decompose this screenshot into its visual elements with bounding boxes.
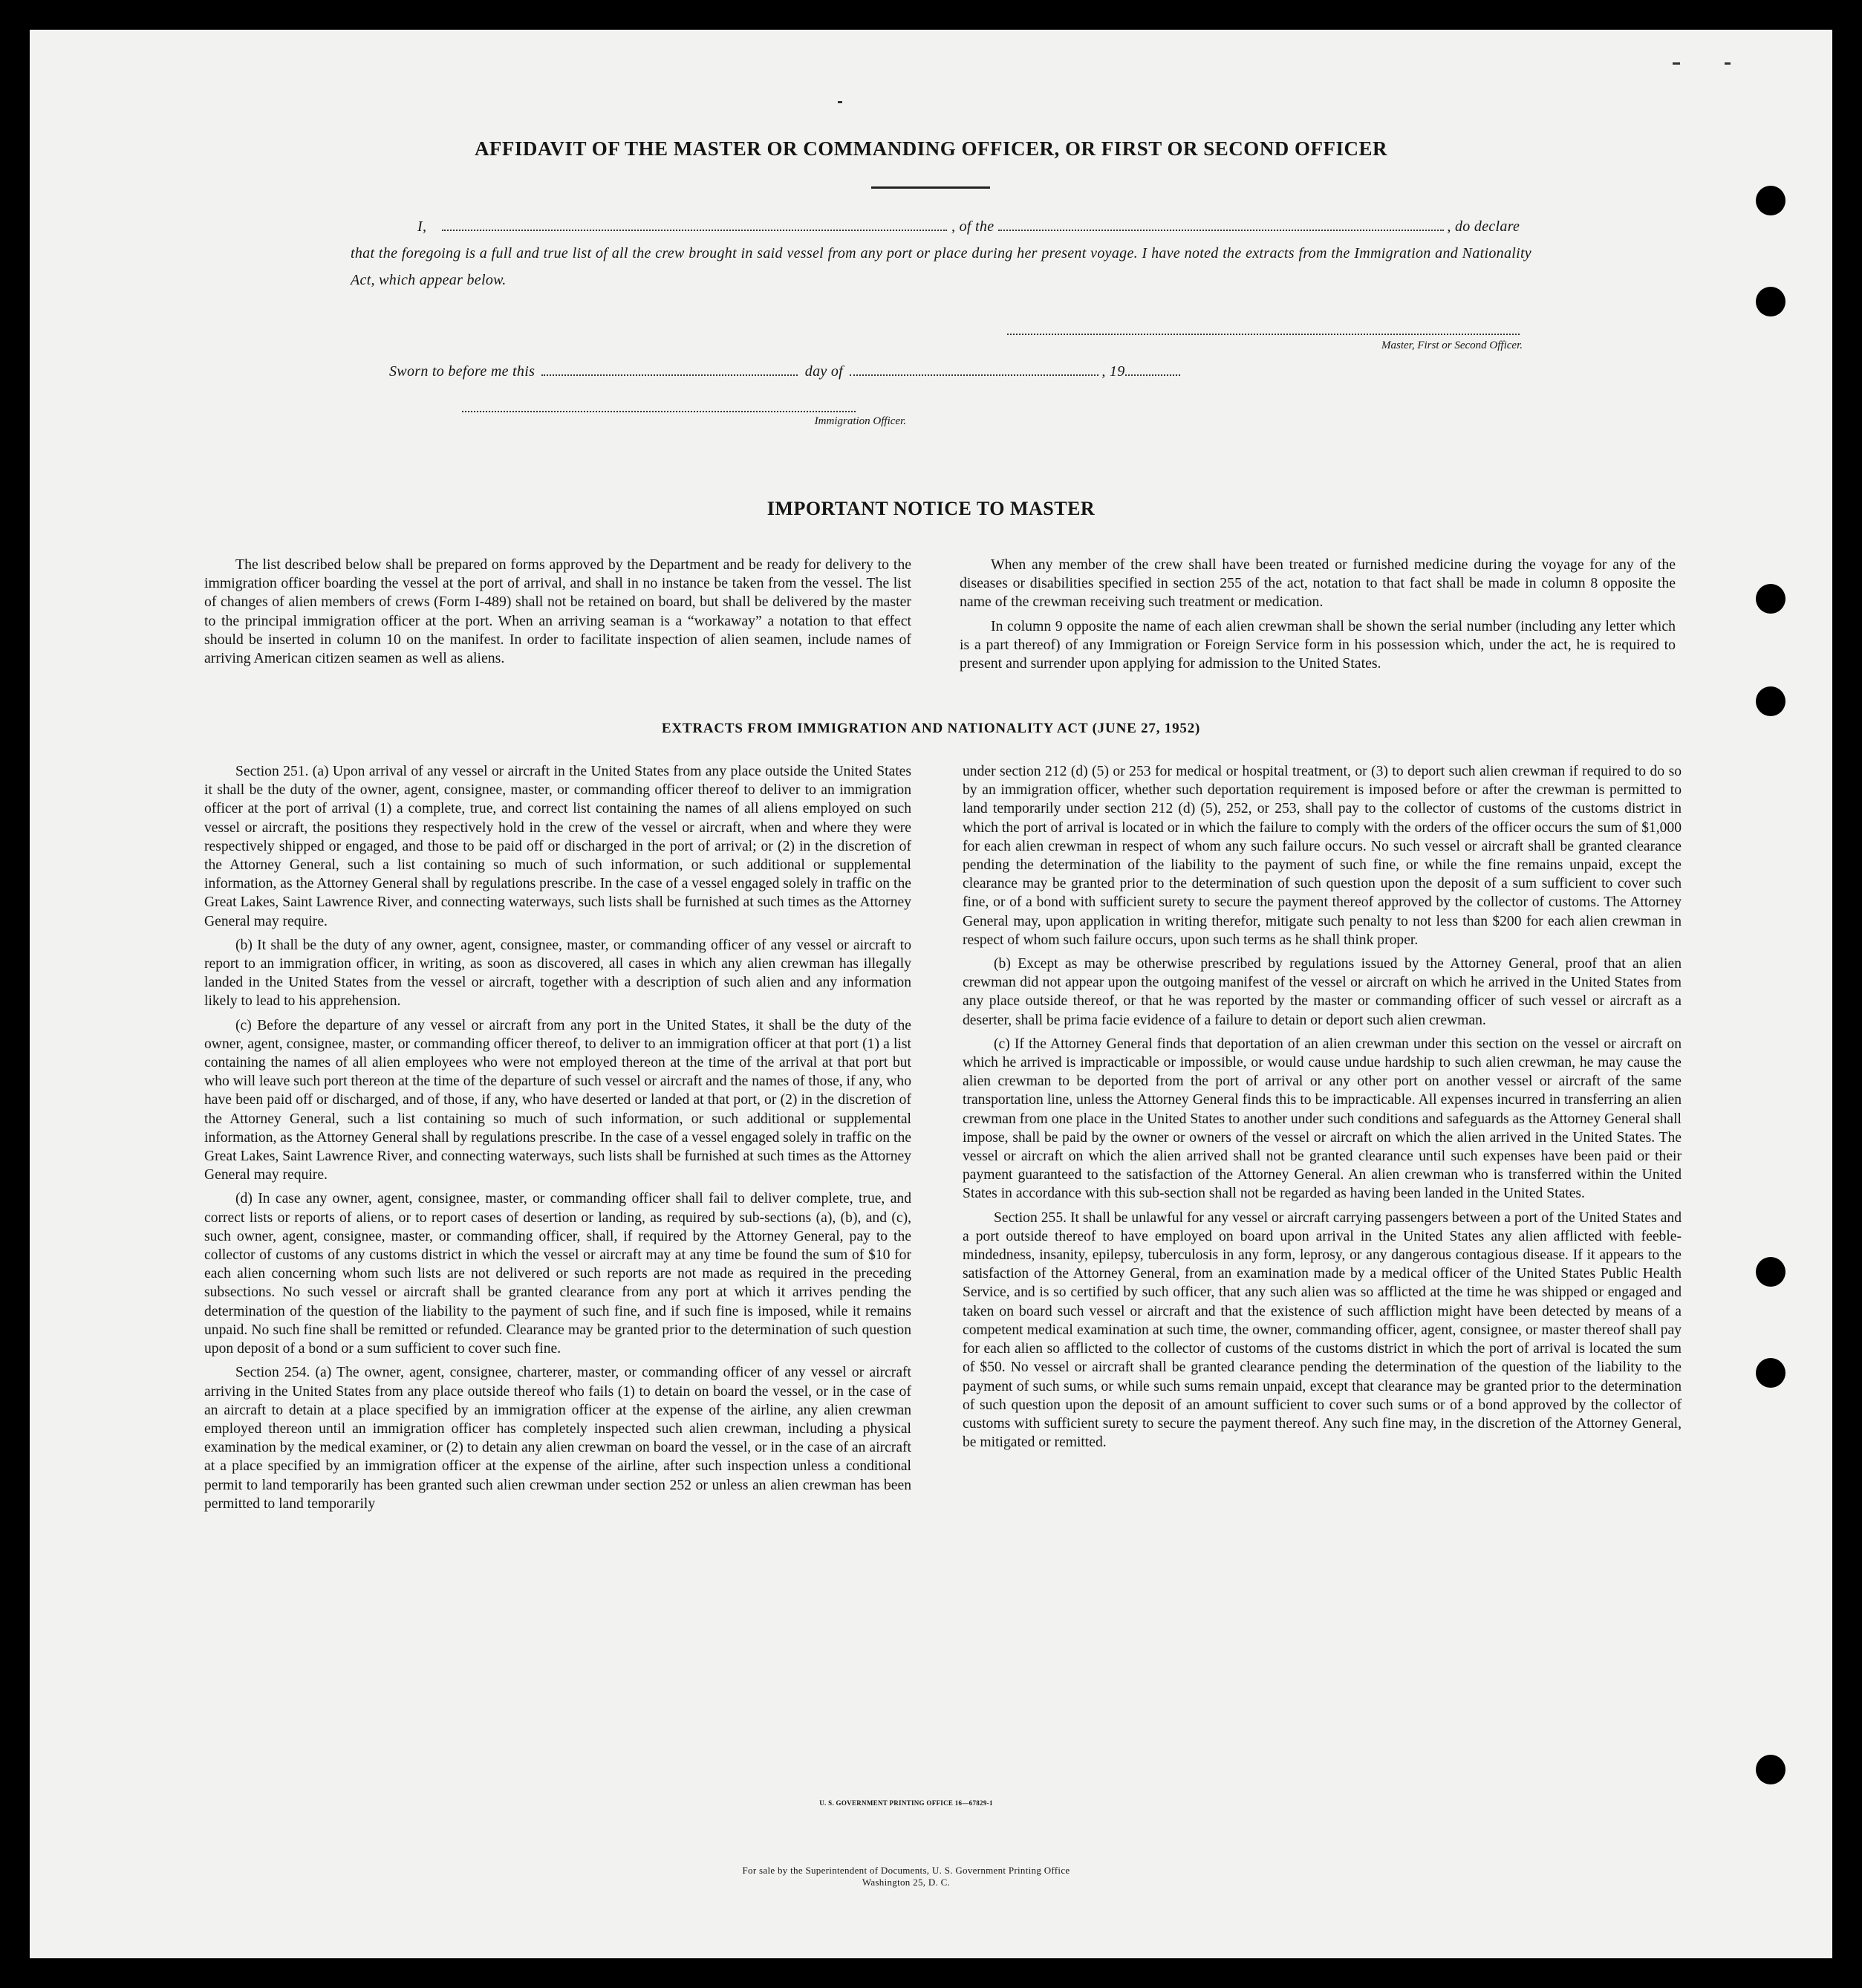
declarant-name-field[interactable]: [442, 229, 947, 231]
notice-right-column: [960, 556, 1676, 678]
sworn-label: Sworn to before me this: [389, 363, 536, 380]
punch-hole: [1756, 1358, 1785, 1388]
notice-left-column: [204, 556, 911, 673]
print-mark: [1673, 62, 1680, 65]
sworn-day-field[interactable]: [541, 374, 798, 376]
print-mark: [1725, 62, 1731, 65]
punch-hole: [1756, 686, 1785, 716]
title-rule: [871, 186, 990, 189]
extracts-title: EXTRACTS FROM IMMIGRATION AND NATIONALITY ACT (JUNE 27, 1952): [661, 721, 1201, 736]
extract-paragraph: Section 251. (a) Upon arrival of any vessel or aircraft in the United States from any place outside the United States it shall be the duty of the owner, agent, consignee, master, or commanding officer thereof to deliver to an immigration officer at the port of arrival (1) a complete, true, and correct list containing the names of all aliens employed on such vessel or aircraft, the positions they respectively hold in the crew of the vessel or aircraft, when and where they were respectively shipped or engaged, and those to be paid off or discharged in the port of arrival; or (2) in the discretion of the Attorney General, such a list containing so much of such information, or such additional or supplemental information, as the Attorney General shall by regulations prescribe. In the case of a vessel engaged solely in traffic on the Great Lakes, Saint Lawrence River, and connecting waterways, such lists shall be furnished at such times as the Attorney General may require.: [204, 764, 911, 929]
punch-hole: [1756, 186, 1785, 215]
extract-paragraph: (d) In case any owner, agent, consignee, master, or commanding officer shall fail to deliver complete, true, and correct lists or reports of aliens, or to report cases of desertion or landing, as required by sub-sections (a), (b), and (c), such owner, agent, consignee, master, or commanding officer, shall, if required by the Attorney General, pay to the collector of customs of any customs district in which the vessel or aircraft may at any time be found the sum of $10 for each alien concerning whom such lists are not delivered or such reports are not made as required in the preceding subsections. No such vessel or aircraft shall be granted clearance from any port at which it arrives pending the determination of the question of the liability to the payment of such fine, and if such fine is imposed, while it remains unpaid. No such fine shall be remitted or refunded. Clearance may be granted prior to the determination of such question upon deposit of a bond or a sum sufficient to cover such fine.: [204, 1191, 911, 1357]
officer-signature-label: Immigration Officer.: [814, 415, 906, 427]
master-signature-line[interactable]: [1007, 334, 1520, 335]
affidavit-title: AFFIDAVIT OF THE MASTER OR COMMANDING OFFICER, OR FIRST OR SECOND OFFICER: [474, 137, 1388, 160]
print-mark: [838, 101, 842, 103]
officer-signature-line[interactable]: [462, 411, 856, 412]
punch-hole: [1756, 1257, 1785, 1287]
sworn-year-field[interactable]: [1125, 374, 1180, 376]
document-page: [30, 30, 1832, 1958]
master-signature-label: Master, First or Second Officer.: [1381, 340, 1523, 351]
sale-notice-line-1: For sale by the Superintendent of Documents, U. S. Government Printing Office: [742, 1865, 1070, 1876]
day-of-label: day of: [804, 363, 844, 380]
declaration-block: [351, 213, 1540, 293]
do-declare-label: , do declare: [1447, 218, 1520, 235]
punch-hole: [1756, 287, 1785, 316]
extract-paragraph: (b) Except as may be otherwise prescribed by regulations issued by the Attorney General, proof that an alien crewman did not appear upon the outgoing manifest of the vessel or aircraft on which he arrived in the United States from any place outside thereof, or that he was reported by the master or commanding officer of such vessel or aircraft as a deserter, shall be prima facie evidence of a failure to detain or deport such alien crewman.: [963, 956, 1682, 1028]
sworn-month-field[interactable]: [850, 374, 1098, 376]
notice-title: IMPORTANT NOTICE TO MASTER: [766, 498, 1096, 519]
printing-office-code: U. S. GOVERNMENT PRINTING OFFICE 16—67829-1: [819, 1799, 993, 1807]
notice-left-paragraph: The list described below shall be prepared on forms approved by the Department and be ready for delivery to the immigration officer boarding the vessel at the port of arrival, and shall in no instance be taken from the vessel. The list of changes of alien members of crews (Form I-489) shall not be retained on board, but shall be delivered by the master to the principal immigration officer at the port. When an arriving seaman is a “workaway” a notation to that effect should be inserted in column 10 on the manifest. In order to facilitate inspection of alien seamen, include names of arriving American citizen seamen as well as aliens.: [204, 556, 911, 667]
notice-right-paragraph-2: In column 9 opposite the name of each alien crewman shall be shown the serial number (including any letter which is a part thereof) of any Immigration or Foreign Service form in his possession which, under the act, he is required to present and surrender upon applying for admission to the United States.: [960, 617, 1676, 672]
extracts-left-column: [204, 762, 911, 1518]
of-the-label: , of the: [951, 218, 995, 235]
declaration-line-1: [351, 213, 1540, 240]
declaration-text: that the foregoing is a full and true list of all the crew brought in said vessel from any port or place during her present voyage. I have noted the extracts from the Immigration and Nationality Act, which appear below.: [351, 245, 1531, 288]
extracts-right-column: [963, 762, 1682, 1457]
punch-hole: [1756, 584, 1785, 614]
extract-continuation: under section 212 (d) (5) or 253 for medical or hospital treatment, or (3) to deport such alien crewman if required to do so by an immigration officer, whether such deportation requirement is imposed before or after the crewman is permitted to land temporarily under section 212 (d) (5), 252, or 253, shall pay to the collector of customs of the customs district in which the port of arrival is located or in which the failure to comply with the orders of the officer occurs the sum of $1,000 for each alien crewman in respect of whom any such failure occurs. No such vessel or aircraft shall be granted clearance pending the determination of the liability to the payment of such fine, or while the fine remains unpaid, except the clearance may be granted prior to the determination of such question upon the deposit of a sum sufficient to cover such fine, or of a bond with sufficient surety to secure the payment thereof approved by the collector of customs. The Attorney General may, upon application in writing therefor, mitigate such penalty to not less than $200 for each alien crewman in respect of whom such failure occurs, upon such terms as he shall think proper.: [963, 764, 1682, 948]
vessel-name-field[interactable]: [998, 229, 1444, 231]
year-prefix: , 19: [1101, 363, 1125, 380]
sale-notice-line-2: Washington 25, D. C.: [862, 1877, 951, 1888]
extract-paragraph: (c) If the Attorney General finds that deportation of an alien crewman under this section on the vessel or aircraft on which he arrived is impracticable or impossible, or would cause undue hardship to such alien crewman, he may cause the alien crewman to be deported from the port of arrival or any other port on another vessel or aircraft of the same transportation line, unless the Attorney General finds this to be impracticable. All expenses incurred in transferring an alien crewman from one place in the United States to another under such conditions and safeguards as the Attorney General shall impose, shall be paid by the owner or owners of the vessel or aircraft on which the alien arrived in the United States. The vessel or aircraft on which the alien arrived shall not be granted clearance until such expenses have been paid or their payment guaranteed to the satisfaction of the Attorney General. An alien crewman who is transferred within the United States in accordance with this sub-section shall not be regarded as having been landed in the United States.: [963, 1036, 1682, 1202]
extract-paragraph: Section 255. It shall be unlawful for any vessel or aircraft carrying passengers between a port of the United States and a port outside thereof to have employed on board upon arrival in the United States any alien afflicted with feeble-mindedness, insanity, epilepsy, tuberculosis in any form, leprosy, or any dangerous contagious disease. If it appears to the satisfaction of the Attorney General, from an examination made by a medical officer of the United States Public Health Service, and is so certified by such officer, that any such alien was so afflicted at the time he was shipped or engaged and taken on board such vessel or aircraft and that the existence of such affliction might have been detected by means of a competent medical examination at such time, the owner, commanding officer, agent, consignee, or master thereof shall pay for each alien so afflicted to the collector of customs of the customs district in which the port of arrival is located the sum of $50. No vessel or aircraft shall be granted clearance pending the determination of the question of the liability to the payment of such sums, or while such sums remain unpaid, except that clearance may be granted prior to the determination of such question upon the deposit of an amount sufficient to cover such sums or of a bond approved by the collector of customs with sufficient surety to secure the payment thereof. Any such fine may, in the discretion of the Attorney General, be mitigated or remitted.: [963, 1209, 1682, 1451]
extract-paragraph: (c) Before the departure of any vessel or aircraft from any port in the United States, it shall be the duty of the owner, agent, consignee, master, or commanding officer thereof, to deliver to an immigration officer at that port (1) a list containing the names of all alien employees who were not employed thereon at the time of the arrival at that port but who will leave such port thereon at the time of the departure of such vessel or aircraft and the names of those, if any, who have been paid off or discharged, and of those, if any, who have deserted or landed at that port, or (2) in the discretion of the Attorney General, such a list containing so much of such information, or such additional or supplemental information, as the Attorney General shall by regulations prescribe. In the case of a vessel engaged solely in traffic on the Great Lakes, Saint Lawrence River, and connecting waterways, such lists shall be furnished at such times as the Attorney General may require.: [204, 1017, 911, 1183]
punch-hole: [1756, 1755, 1785, 1784]
declarant-prefix: I,: [417, 218, 427, 235]
sworn-line: [389, 358, 1180, 385]
notice-right-paragraph-1: When any member of the crew shall have been treated or furnished medicine during the voyage for any of the diseases or disabilities specified in section 255 of the act, notation to that fact shall be made in column 8 opposite the name of the crewman receiving such treatment or medication.: [960, 556, 1676, 611]
extract-paragraph: Section 254. (a) The owner, agent, consignee, charterer, master, or commanding officer of any vessel or aircraft arriving in the United States from any place outside thereof who fails (1) to detain on board the vessel, or in the case of an aircraft to detain at a place specified by an immigration officer at the expense of the airline, any alien crewman employed thereon until an immigration officer has completely inspected such alien crewman, including a physical examination by the medical examiner, or (2) to detain any alien crewman on board the vessel, or in the case of an aircraft at a place specified by an immigration officer at the expense of the airline, after such inspection unless a conditional permit to land temporarily has been granted such alien crewman under section 252 or unless an alien crewman has been permitted to land temporarily: [204, 1365, 911, 1512]
extract-paragraph: (b) It shall be the duty of any owner, agent, consignee, master, or commanding officer of any vessel or aircraft to report to an immigration officer, in writing, as soon as discovered, all cases in which any alien crewman has illegally landed in the United States from the vessel or aircraft, together with a description of such alien and any information likely to lead to his apprehension.: [204, 937, 911, 1010]
